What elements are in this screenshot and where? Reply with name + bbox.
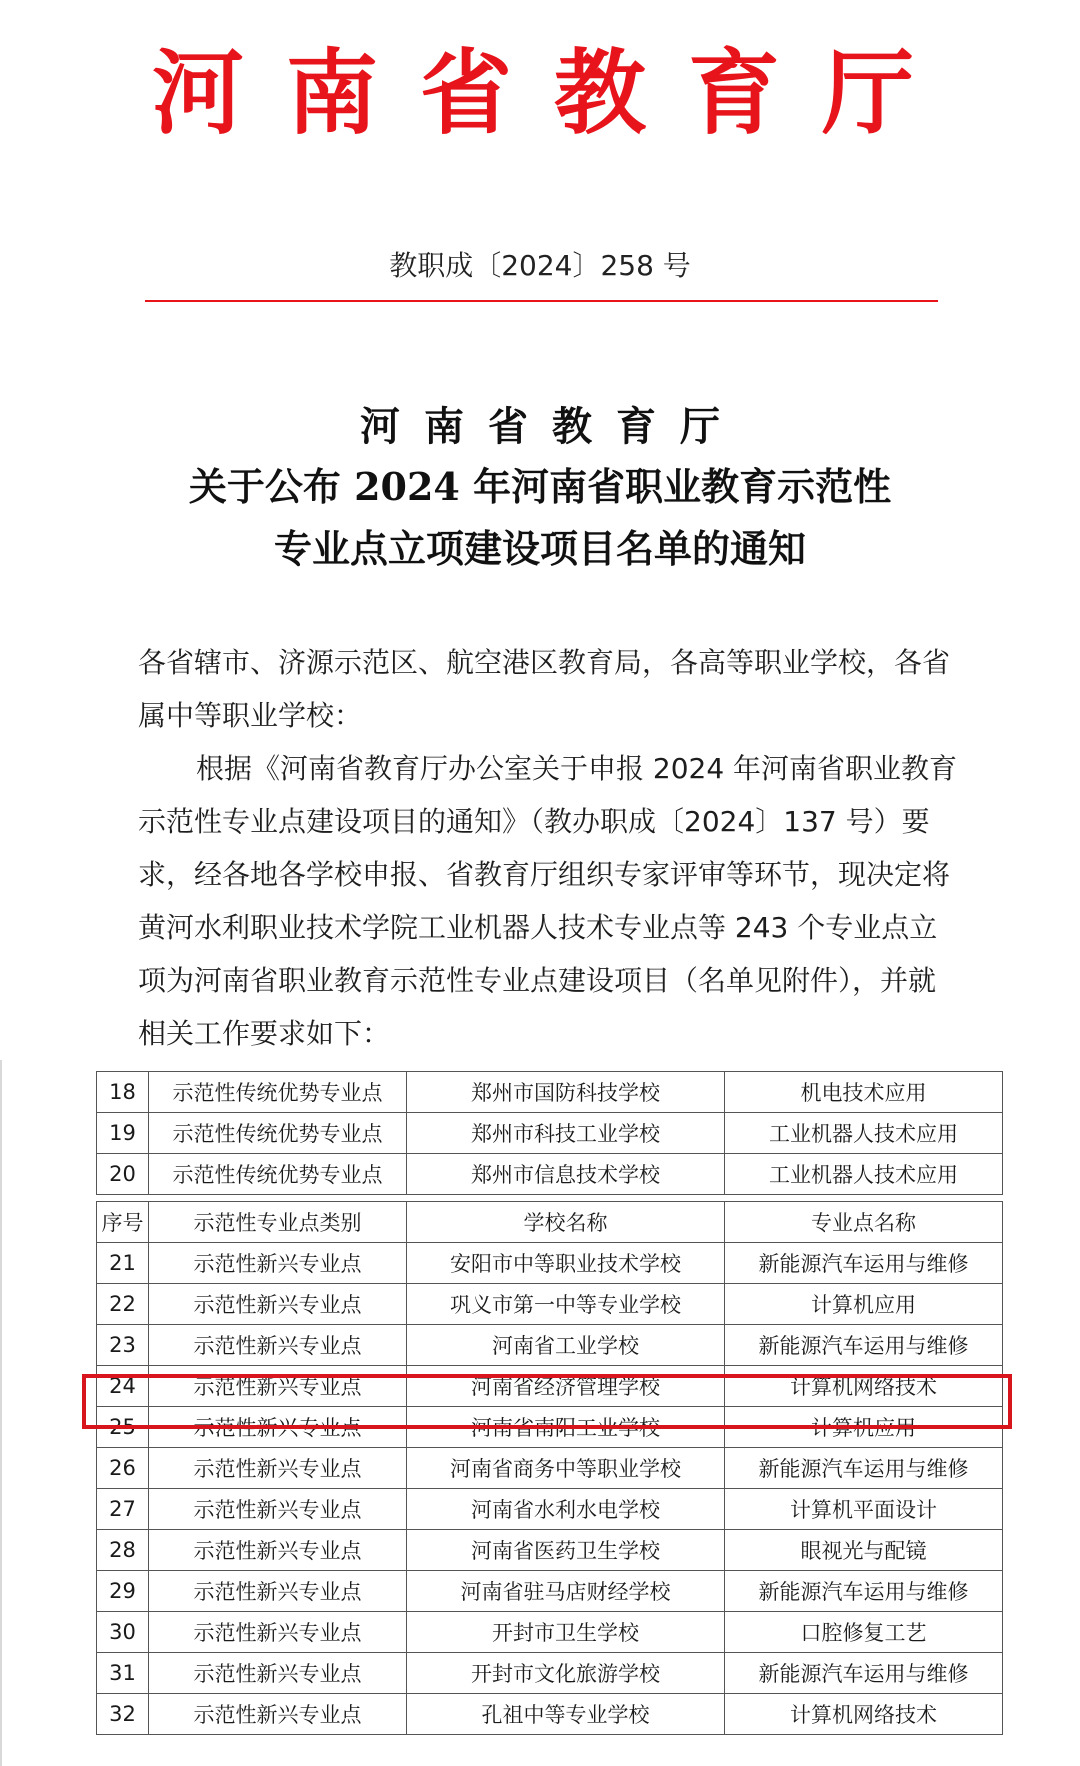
red-divider: [145, 300, 938, 302]
table-row: [97, 1284, 1003, 1325]
notice-body: [138, 636, 958, 1060]
table-body-after: [97, 1243, 1003, 1735]
cell-school: 开封市卫生学校: [407, 1612, 725, 1653]
masthead-title: 河南省教育厅: [151, 39, 956, 147]
table-row: [97, 1366, 1003, 1407]
cell-number: 29: [97, 1571, 149, 1612]
cell-major: 工业机器人技术应用: [725, 1154, 1003, 1195]
table-row: [97, 1325, 1003, 1366]
header-cell-category: 示范性专业点类别: [149, 1202, 407, 1243]
cell-major: 新能源汽车运用与维修: [725, 1325, 1003, 1366]
header-cell-school: 学校名称: [407, 1202, 725, 1243]
title-line-2: 专业点立项建设项目名单的通知: [273, 526, 806, 571]
cell-major: 计算机应用: [725, 1284, 1003, 1325]
cell-major: 新能源汽车运用与维修: [725, 1653, 1003, 1694]
cell-school: 郑州市信息技术学校: [407, 1154, 725, 1195]
cell-school: 河南省医药卫生学校: [407, 1530, 725, 1571]
cell-school: 河南省工业学校: [407, 1325, 725, 1366]
table-row: [97, 1571, 1003, 1612]
cell-school: 孔祖中等专业学校: [407, 1694, 725, 1735]
cell-major: 计算机网络技术: [725, 1366, 1003, 1407]
document-number: 教职成〔2024〕258 号: [389, 249, 691, 282]
cell-category: 示范性新兴专业点: [149, 1407, 407, 1448]
table-row: [97, 1072, 1003, 1113]
cell-number: 31: [97, 1653, 149, 1694]
table-row: [97, 1407, 1003, 1448]
table-header: [97, 1202, 1003, 1243]
cell-number: 24: [97, 1366, 149, 1407]
cell-number: 30: [97, 1612, 149, 1653]
title-issuer: 河南省教育厅: [360, 403, 744, 450]
cell-category: 示范性新兴专业点: [149, 1448, 407, 1489]
cell-major: 机电技术应用: [725, 1072, 1003, 1113]
cell-school: 河南省经济管理学校: [407, 1366, 725, 1407]
table-row: [97, 1612, 1003, 1653]
addressee-text: 各省辖市、济源示范区、航空港区教育局，各高等职业学校，各省属中等职业学校：: [138, 646, 951, 732]
cell-category: 示范性新兴专业点: [149, 1571, 407, 1612]
cell-category: 示范性新兴专业点: [149, 1284, 407, 1325]
cell-category: 示范性新兴专业点: [149, 1612, 407, 1653]
cell-category: 示范性传统优势专业点: [149, 1072, 407, 1113]
cell-number: 20: [97, 1154, 149, 1195]
project-list-table: [96, 1071, 1002, 1735]
cell-number: 19: [97, 1113, 149, 1154]
table-row: [97, 1243, 1003, 1284]
body-paragraph: 根据《河南省教育厅办公室关于申报 2024 年河南省职业教育示范性专业点建设项目的通知》（教办职成〔2024〕137 号）要求，经各地各学校申报、省教育厅组织专家评审等环节，现决定将黄河水利职业技术学院工业机器人技术专业点等 243 个专业点立项为河南省职业教育示范性专业点建设项目（名单见附件），并就相关工作要求如下：: [138, 752, 958, 1050]
header-cell-number: 序号: [97, 1202, 149, 1243]
table-gap: [97, 1195, 1003, 1202]
table-row: [97, 1448, 1003, 1489]
cell-major: 新能源汽车运用与维修: [725, 1571, 1003, 1612]
cell-number: 23: [97, 1325, 149, 1366]
cell-school: 河南省水利水电学校: [407, 1489, 725, 1530]
table-header-row: [97, 1202, 1003, 1243]
table-row: [97, 1530, 1003, 1571]
cell-major: 新能源汽车运用与维修: [725, 1243, 1003, 1284]
cell-school: 河南省驻马店财经学校: [407, 1571, 725, 1612]
cell-major: 计算机网络技术: [725, 1694, 1003, 1735]
cell-school: 巩义市第一中等专业学校: [407, 1284, 725, 1325]
cell-major: 工业机器人技术应用: [725, 1113, 1003, 1154]
table-gap-row: [97, 1195, 1003, 1202]
cell-major: 新能源汽车运用与维修: [725, 1448, 1003, 1489]
cell-major: 口腔修复工艺: [725, 1612, 1003, 1653]
table-row: [97, 1489, 1003, 1530]
table-row: [97, 1154, 1003, 1195]
table-row: [97, 1653, 1003, 1694]
table-row: [97, 1694, 1003, 1735]
cell-school: 河南省商务中等职业学校: [407, 1448, 725, 1489]
cell-school: 安阳市中等职业技术学校: [407, 1243, 725, 1284]
page-edge-line: [0, 1060, 2, 1766]
cell-major: 计算机应用: [725, 1407, 1003, 1448]
cell-number: 27: [97, 1489, 149, 1530]
cell-number: 25: [97, 1407, 149, 1448]
cell-school: 郑州市国防科技学校: [407, 1072, 725, 1113]
table-body-before: [97, 1072, 1003, 1195]
notice-title: [0, 398, 1080, 580]
header-cell-major: 专业点名称: [725, 1202, 1003, 1243]
cell-category: 示范性新兴专业点: [149, 1243, 407, 1284]
cell-number: 22: [97, 1284, 149, 1325]
cell-category: 示范性传统优势专业点: [149, 1154, 407, 1195]
cell-school: 开封市文化旅游学校: [407, 1653, 725, 1694]
cell-category: 示范性传统优势专业点: [149, 1113, 407, 1154]
cell-category: 示范性新兴专业点: [149, 1366, 407, 1407]
cell-category: 示范性新兴专业点: [149, 1694, 407, 1735]
cell-number: 26: [97, 1448, 149, 1489]
cell-number: 32: [97, 1694, 149, 1735]
table-row: [97, 1113, 1003, 1154]
cell-major: 计算机平面设计: [725, 1489, 1003, 1530]
title-line-1: 关于公布 2024 年河南省职业教育示范性: [188, 464, 892, 509]
cell-category: 示范性新兴专业点: [149, 1530, 407, 1571]
cell-school: 郑州市科技工业学校: [407, 1113, 725, 1154]
cell-number: 28: [97, 1530, 149, 1571]
cell-category: 示范性新兴专业点: [149, 1489, 407, 1530]
cell-category: 示范性新兴专业点: [149, 1325, 407, 1366]
cell-number: 21: [97, 1243, 149, 1284]
cell-category: 示范性新兴专业点: [149, 1653, 407, 1694]
cell-number: 18: [97, 1072, 149, 1113]
cell-major: 眼视光与配镜: [725, 1530, 1003, 1571]
cell-school: 河南省南阳工业学校: [407, 1407, 725, 1448]
